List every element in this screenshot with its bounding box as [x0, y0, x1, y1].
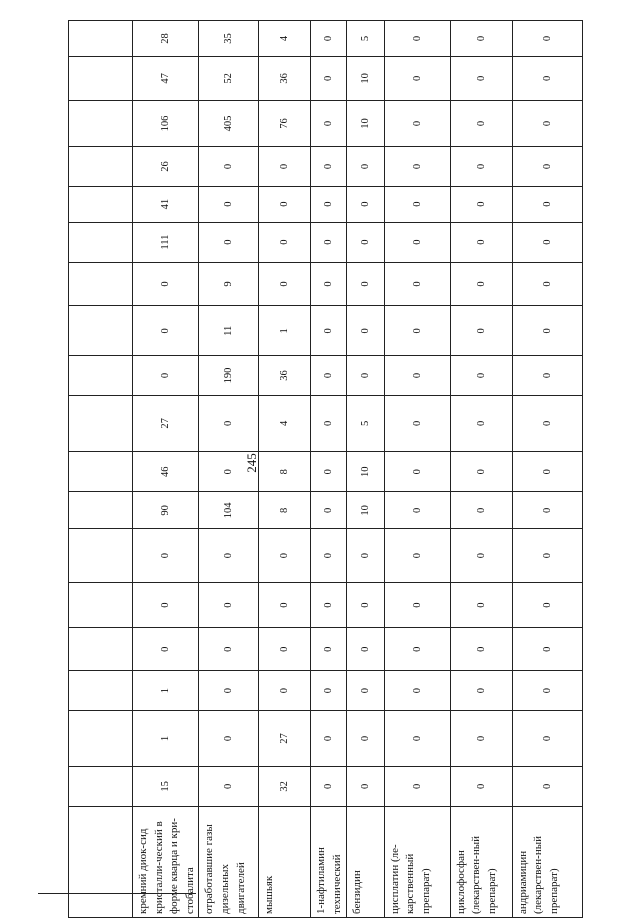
value-cell: 0	[311, 582, 346, 628]
value-cell: 0	[259, 628, 311, 670]
value-cell: 0	[512, 628, 582, 670]
value-cell: 0	[311, 186, 346, 222]
value-cell: 27	[133, 395, 199, 452]
value-cell: 0	[384, 186, 450, 222]
value-cell: 52	[199, 57, 259, 101]
value-cell: 0	[199, 395, 259, 452]
value-cell: 0	[384, 100, 450, 147]
value-cell: 10	[346, 57, 384, 101]
empty-cell	[69, 100, 133, 147]
value-cell: 0	[450, 147, 512, 186]
value-cell: 0	[346, 711, 384, 767]
empty-cell	[69, 222, 133, 262]
value-cell: 0	[384, 492, 450, 529]
value-cell: 8	[259, 492, 311, 529]
row-label: 1-нафтиламин технический	[311, 806, 346, 917]
value-cell: 0	[346, 306, 384, 356]
data-table	[68, 20, 583, 918]
value-cell: 0	[311, 306, 346, 356]
row-label: андриамицин (лекарствен-ный препарат)	[512, 806, 582, 917]
value-cell: 0	[384, 306, 450, 356]
value-cell: 0	[133, 356, 199, 395]
value-cell: 5	[346, 21, 384, 57]
value-cell: 0	[346, 186, 384, 222]
value-cell: 0	[199, 222, 259, 262]
value-cell: 190	[199, 356, 259, 395]
value-cell: 0	[311, 147, 346, 186]
value-cell: 0	[199, 766, 259, 806]
table-row	[450, 21, 512, 918]
value-cell: 0	[259, 186, 311, 222]
value-cell: 5	[346, 395, 384, 452]
value-cell: 4	[259, 395, 311, 452]
empty-cell	[69, 529, 133, 582]
value-cell: 27	[259, 711, 311, 767]
value-cell: 36	[259, 57, 311, 101]
empty-cell	[69, 356, 133, 395]
value-cell: 8	[259, 452, 311, 492]
empty-cell	[69, 186, 133, 222]
value-cell: 0	[384, 21, 450, 57]
value-cell: 0	[512, 186, 582, 222]
value-cell: 0	[512, 395, 582, 452]
value-cell: 0	[384, 395, 450, 452]
value-cell: 0	[384, 452, 450, 492]
value-cell: 0	[133, 529, 199, 582]
table-row	[199, 21, 259, 918]
value-cell: 0	[384, 766, 450, 806]
value-cell: 0	[133, 262, 199, 306]
value-cell: 0	[199, 147, 259, 186]
value-cell: 0	[512, 582, 582, 628]
value-cell: 106	[133, 100, 199, 147]
value-cell: 0	[259, 529, 311, 582]
value-cell: 0	[512, 529, 582, 582]
value-cell: 0	[512, 711, 582, 767]
empty-cell	[69, 766, 133, 806]
value-cell: 0	[384, 147, 450, 186]
empty-cell	[69, 492, 133, 529]
value-cell: 0	[311, 452, 346, 492]
value-cell: 0	[512, 222, 582, 262]
value-cell: 0	[133, 582, 199, 628]
value-cell: 0	[346, 582, 384, 628]
value-cell: 90	[133, 492, 199, 529]
value-cell: 9	[199, 262, 259, 306]
row-label: цисплатин (ле-карственный препарат)	[384, 806, 450, 917]
blank-header-row	[69, 21, 133, 918]
value-cell: 0	[133, 628, 199, 670]
value-cell: 0	[346, 766, 384, 806]
value-cell: 111	[133, 222, 199, 262]
value-cell: 28	[133, 21, 199, 57]
value-cell: 1	[133, 670, 199, 710]
row-label: циклофосфан (лекарствен-ный препарат)	[450, 806, 512, 917]
value-cell: 0	[450, 766, 512, 806]
value-cell: 0	[384, 628, 450, 670]
value-cell: 0	[450, 306, 512, 356]
empty-cell	[69, 806, 133, 917]
value-cell: 26	[133, 147, 199, 186]
table-row	[512, 21, 582, 918]
value-cell: 0	[259, 582, 311, 628]
value-cell: 0	[311, 21, 346, 57]
value-cell: 0	[311, 711, 346, 767]
value-cell: 0	[450, 186, 512, 222]
value-cell: 0	[512, 21, 582, 57]
empty-cell	[69, 670, 133, 710]
value-cell: 0	[450, 711, 512, 767]
value-cell: 76	[259, 100, 311, 147]
value-cell: 0	[311, 100, 346, 147]
value-cell: 0	[346, 670, 384, 710]
value-cell: 0	[346, 222, 384, 262]
value-cell: 0	[199, 186, 259, 222]
value-cell: 0	[450, 529, 512, 582]
value-cell: 0	[450, 356, 512, 395]
value-cell: 0	[311, 57, 346, 101]
value-cell: 0	[199, 529, 259, 582]
value-cell: 0	[384, 582, 450, 628]
value-cell: 0	[311, 222, 346, 262]
footnote-rule	[38, 893, 196, 894]
table-row	[259, 21, 311, 918]
table-row	[133, 21, 199, 918]
value-cell: 0	[199, 582, 259, 628]
value-cell: 0	[311, 356, 346, 395]
value-cell: 46	[133, 452, 199, 492]
row-label: бензидин	[346, 806, 384, 917]
value-cell: 0	[384, 670, 450, 710]
value-cell: 4	[259, 21, 311, 57]
value-cell: 1	[259, 306, 311, 356]
value-cell: 0	[259, 147, 311, 186]
value-cell: 0	[512, 492, 582, 529]
value-cell: 0	[259, 262, 311, 306]
value-cell: 0	[199, 711, 259, 767]
value-cell: 0	[384, 711, 450, 767]
value-cell: 0	[311, 262, 346, 306]
value-cell: 41	[133, 186, 199, 222]
empty-cell	[69, 582, 133, 628]
empty-cell	[69, 147, 133, 186]
value-cell: 0	[384, 57, 450, 101]
value-cell: 0	[133, 306, 199, 356]
value-cell: 36	[259, 356, 311, 395]
value-cell: 0	[346, 628, 384, 670]
value-cell: 0	[450, 262, 512, 306]
value-cell: 0	[450, 21, 512, 57]
row-label: кремний диок-сид кристалли-ческий в форме кварца и кри-стобалита	[133, 806, 199, 917]
value-cell: 0	[384, 356, 450, 395]
value-cell: 1	[133, 711, 199, 767]
value-cell: 0	[512, 766, 582, 806]
value-cell: 0	[346, 529, 384, 582]
value-cell: 0	[512, 306, 582, 356]
empty-cell	[69, 57, 133, 101]
table-row	[346, 21, 384, 918]
table-row	[311, 21, 346, 918]
value-cell: 35	[199, 21, 259, 57]
value-cell: 0	[346, 356, 384, 395]
value-cell: 0	[450, 57, 512, 101]
empty-cell	[69, 262, 133, 306]
row-label: мышьяк	[259, 806, 311, 917]
value-cell: 405	[199, 100, 259, 147]
value-cell: 0	[384, 222, 450, 262]
value-cell: 0	[311, 529, 346, 582]
value-cell: 0	[450, 100, 512, 147]
value-cell: 0	[311, 395, 346, 452]
value-cell: 32	[259, 766, 311, 806]
value-cell: 0	[346, 262, 384, 306]
value-cell: 0	[512, 356, 582, 395]
value-cell: 0	[199, 452, 259, 492]
empty-cell	[69, 21, 133, 57]
page-number: 245	[243, 453, 259, 473]
value-cell: 0	[512, 262, 582, 306]
value-cell: 0	[259, 222, 311, 262]
value-cell: 10	[346, 100, 384, 147]
value-cell: 10	[346, 452, 384, 492]
value-cell: 0	[346, 147, 384, 186]
value-cell: 0	[450, 628, 512, 670]
value-cell: 0	[512, 57, 582, 101]
value-cell: 0	[311, 766, 346, 806]
empty-cell	[69, 628, 133, 670]
value-cell: 10	[346, 492, 384, 529]
value-cell: 0	[450, 452, 512, 492]
empty-cell	[69, 711, 133, 767]
value-cell: 0	[199, 628, 259, 670]
value-cell: 47	[133, 57, 199, 101]
value-cell: 0	[384, 529, 450, 582]
value-cell: 0	[384, 262, 450, 306]
value-cell: 0	[512, 147, 582, 186]
value-cell: 0	[311, 492, 346, 529]
value-cell: 104	[199, 492, 259, 529]
rotated-table	[68, 20, 566, 918]
value-cell: 15	[133, 766, 199, 806]
row-label: отработавшие газы дизельных двигателей	[199, 806, 259, 917]
value-cell: 0	[311, 628, 346, 670]
empty-cell	[69, 306, 133, 356]
value-cell: 0	[512, 100, 582, 147]
value-cell: 0	[512, 452, 582, 492]
value-cell: 0	[450, 670, 512, 710]
value-cell: 0	[259, 670, 311, 710]
value-cell: 0	[512, 670, 582, 710]
empty-cell	[69, 395, 133, 452]
value-cell: 0	[450, 492, 512, 529]
value-cell: 0	[450, 222, 512, 262]
value-cell: 11	[199, 306, 259, 356]
value-cell: 0	[450, 395, 512, 452]
empty-cell	[69, 452, 133, 492]
value-cell: 0	[450, 582, 512, 628]
value-cell: 0	[199, 670, 259, 710]
table-row	[384, 21, 450, 918]
value-cell: 0	[311, 670, 346, 710]
